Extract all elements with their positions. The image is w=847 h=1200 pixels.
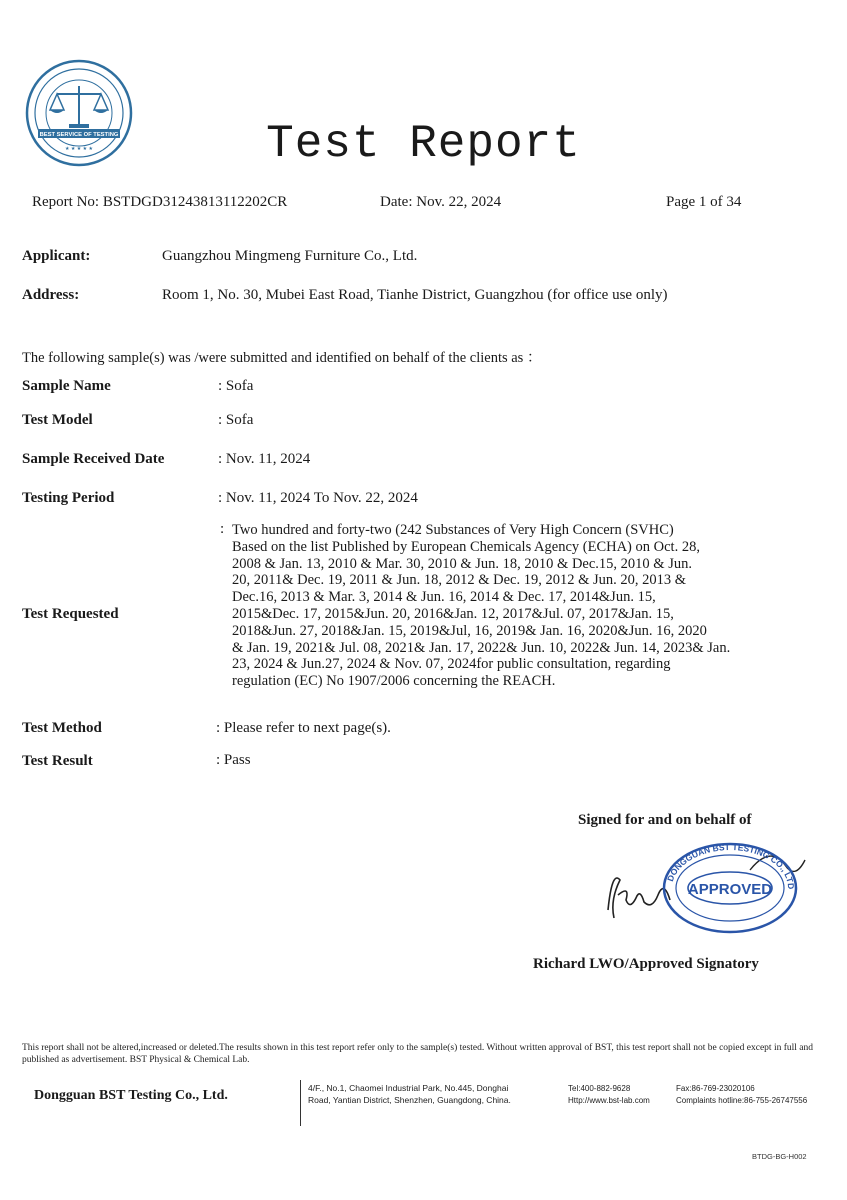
address-label: Address: xyxy=(22,287,80,303)
test-requested-line: 2018&Jun. 27, 2018&Jan. 15, 2019&Jul, 16, 2019& Jan. 16, 2020&Jun. 16, 2020 xyxy=(232,622,707,639)
sample-name-label: Sample Name xyxy=(22,378,111,394)
testing-period-value: : Nov. 11, 2024 To Nov. 22, 2024 xyxy=(218,490,418,506)
applicant-label: Applicant: xyxy=(22,248,91,264)
test-method-value: : Please refer to next page(s). xyxy=(216,720,391,736)
test-requested-line: & Jan. 19, 2021& Jul. 08, 2021& Jan. 17, 2022& Jun. 10, 2022& Jun. 14, 2023& Jan. xyxy=(232,639,731,656)
footer-divider xyxy=(300,1080,301,1126)
page-title: Test Report xyxy=(266,118,581,170)
test-method-label: Test Method xyxy=(22,720,102,736)
test-requested-line: Dec.16, 2013 & Mar. 3, 2014 & Jun. 16, 2014 & Dec. 17, 2014&Jun. 15, xyxy=(232,589,656,606)
logo-text: BEST SERVICE OF TESTING xyxy=(39,132,119,138)
footer-address-line: 4/F., No.1, Chaomei Industrial Park, No.445, Donghai xyxy=(308,1083,509,1093)
report-number: Report No: BSTDGD31243813112202CR xyxy=(32,194,288,210)
sample-received-date-label: Sample Received Date xyxy=(22,451,165,467)
footer-web[interactable]: Http://www.bst-lab.com xyxy=(568,1095,650,1105)
test-model-label: Test Model xyxy=(22,412,93,428)
footer-fax: Fax:86-769-23020106 xyxy=(676,1084,755,1093)
footer-fax-block xyxy=(676,1083,807,1106)
test-requested-line: 23, 2024 & Jun.27, 2024 & Nov. 07, 2024for public consultation, regarding xyxy=(232,656,671,673)
test-requested-line: regulation (EC) No 1907/2006 concerning the REACH. xyxy=(232,673,556,690)
test-requested-line: 2015&Dec. 17, 2015&Jun. 20, 2016&Jan. 12, 2017&Jul. 07, 2017&Jan. 15, xyxy=(232,605,674,622)
signed-for-text: Signed for and on behalf of xyxy=(578,812,752,828)
footer-address xyxy=(308,1083,568,1106)
footer-tel: Tel:400-882-9628 xyxy=(568,1084,631,1093)
test-result-label: Test Result xyxy=(22,753,93,769)
report-date: Date: Nov. 22, 2024 xyxy=(380,194,502,210)
footer-complaints: Complaints hotline:86-755-26747556 xyxy=(676,1095,808,1105)
page-number: Page 1 of 34 xyxy=(666,194,742,210)
test-requested-colon: : xyxy=(220,521,225,537)
svg-text:★ ★ ★ ★ ★: ★ ★ ★ ★ ★ xyxy=(65,146,93,152)
intro-statement: The following sample(s) was /were submitted and identified on behalf of the clients as ： xyxy=(22,350,542,366)
sample-name-value: : Sofa xyxy=(218,378,254,394)
footer-contact xyxy=(568,1083,650,1106)
test-requested-text xyxy=(232,522,832,690)
footer-company: Dongguan BST Testing Co., Ltd. xyxy=(34,1088,228,1103)
stamp-approved-text: APPROVED xyxy=(687,881,773,898)
signatory-name: Richard LWO/Approved Signatory xyxy=(533,956,759,972)
applicant-value: Guangzhou Mingmeng Furniture Co., Ltd. xyxy=(162,248,418,264)
test-requested-label: Test Requested xyxy=(22,606,119,622)
test-requested-line: 20, 2011& Dec. 19, 2011 & Jun. 18, 2012 & Dec. 19, 2012 & Jun. 20, 2013 & xyxy=(232,572,687,589)
sample-received-date-value: : Nov. 11, 2024 xyxy=(218,451,311,467)
testing-period-label: Testing Period xyxy=(22,490,115,506)
address-value: Room 1, No. 30, Mubei East Road, Tianhe District, Guangzhou (for office use only) xyxy=(162,287,668,303)
test-requested-line: Based on the list Published by European Chemicals Agency (ECHA) on Oct. 28, xyxy=(232,538,700,555)
test-model-value: : Sofa xyxy=(218,412,254,428)
test-requested-line: 2008 & Jan. 13, 2010 & Mar. 30, 2010 & Jun. 18, 2010 & Dec.15, 2010 & Jun. xyxy=(232,555,692,572)
test-result-value: : Pass xyxy=(216,752,251,768)
signature-stamp xyxy=(600,840,815,940)
document-code: BTDG-BG-H002 xyxy=(752,1152,807,1161)
test-requested-line: Two hundred and forty-two (242 Substances of Very High Concern (SVHC) xyxy=(232,522,674,538)
stamp-ring-text: DONGGUAN BST TESTING CO., LTD xyxy=(665,841,797,890)
footer-disclaimer: This report shall not be altered,increased or deleted.The results shown in this test report refer only to the sample(s) tested. Without written approval of BST, this test report shall not be copied except in full and published as advertisement. BST Physical & Chemical Lab. xyxy=(22,1043,813,1065)
handwritten-signature xyxy=(608,878,670,918)
footer-address-line: Road, Yantian District, Shenzhen, Guangdong, China. xyxy=(308,1094,511,1105)
